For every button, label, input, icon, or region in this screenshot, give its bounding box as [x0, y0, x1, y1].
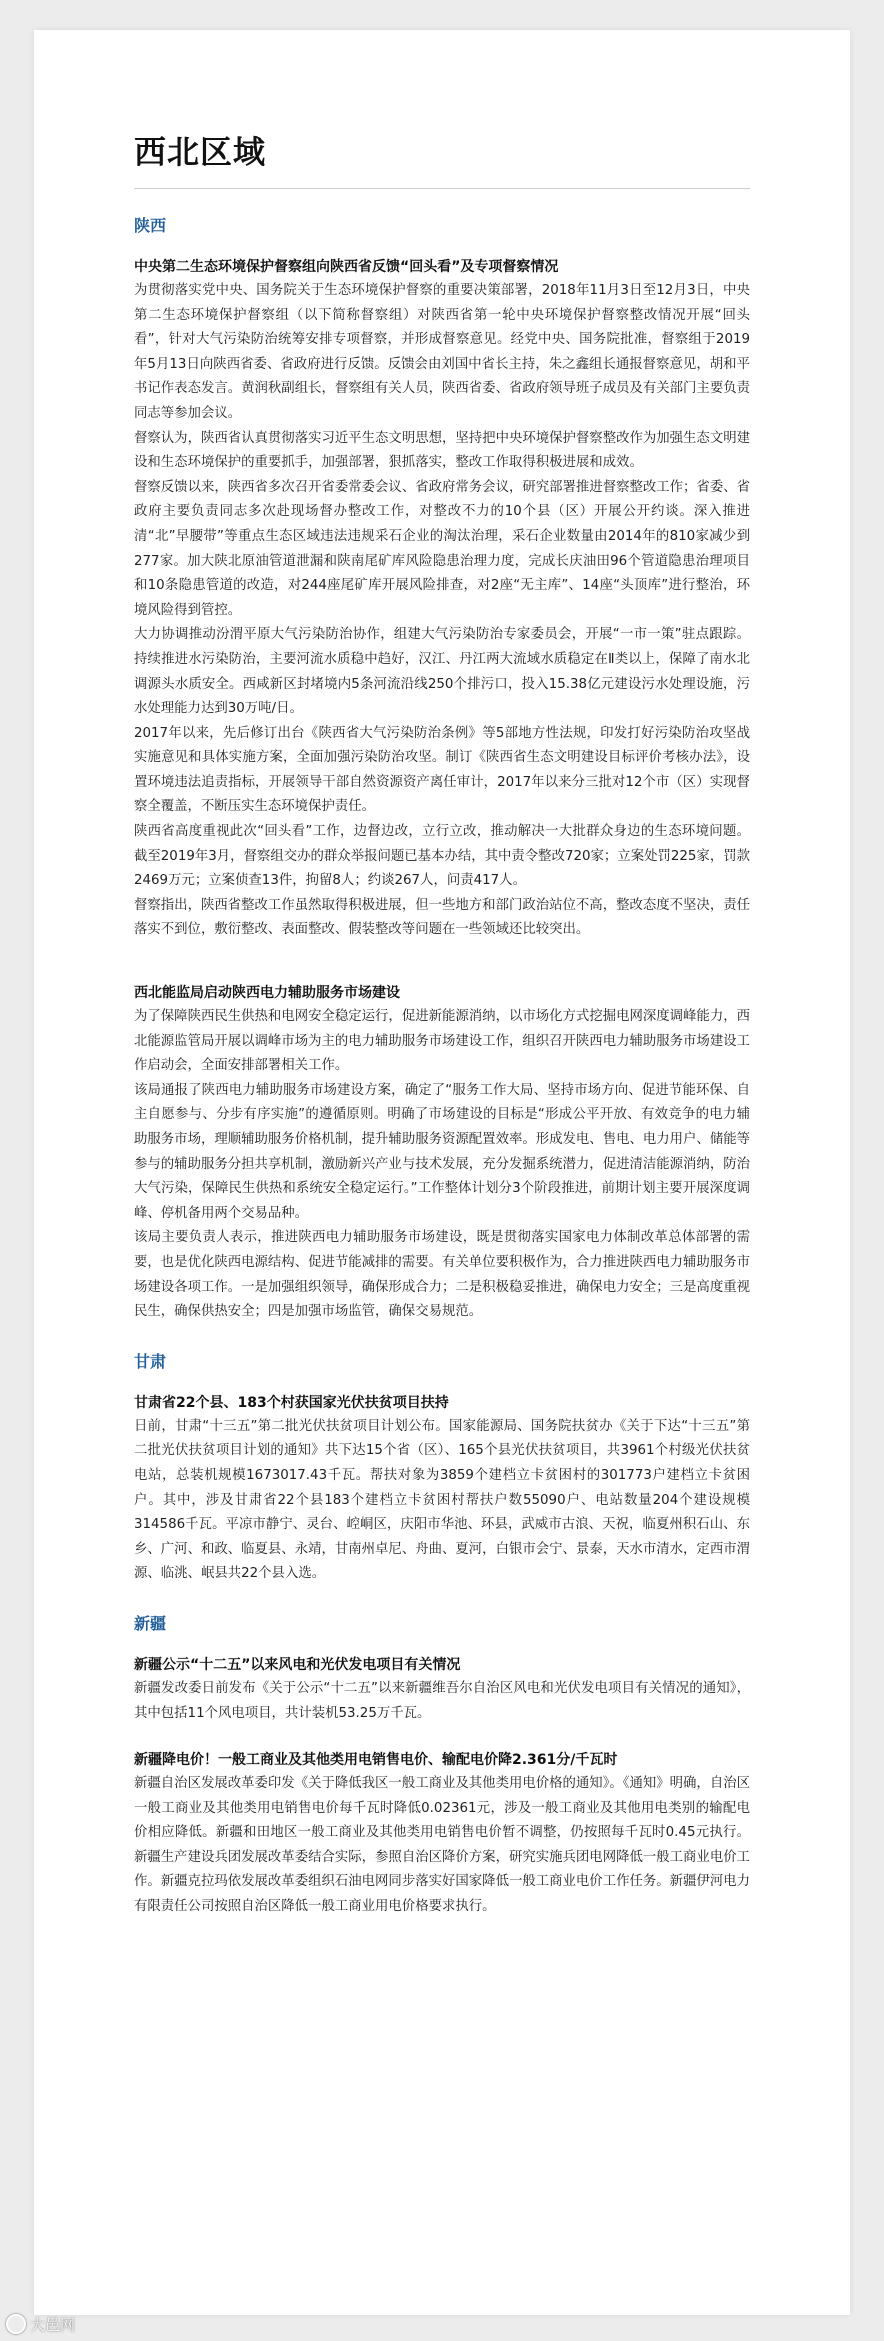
article-paragraph: 该局主要负责人表示，推进陕西电力辅助服务市场建设，既是贯彻落实国家电力体制改革总体部署的需要，也是优化陕西电源结构、促进节能减排的需要。有关单位要积极作为，合力推进陕西电力辅助服务市场建设各项工作。一是加强组织领导，确保形成合力；二是积极稳妥推进，确保电力安全；三是高度重视民生，确保供热安全；四是加强市场监管，确保交易规范。 — [134, 1230, 750, 1320]
article-title: 新疆降电价！一般工商业及其他类用电销售电价、输配电价降2.361分/千瓦时 — [134, 1752, 618, 1769]
article-paragraph: 新疆发改委日前发布《关于公示“十二五”以来新疆维吾尔自治区风电和光伏发电项目有关情况的通知》，其中包括11个风电项目，共计装机53.25万千瓦。 — [134, 1680, 750, 1721]
title-divider — [134, 188, 750, 189]
article-paragraph: 新疆自治区发展改革委印发《关于降低我区一般工商业及其他类用电价格的通知》。《通知》明确，自治区一般工商业及其他类用电销售电价每千瓦时降低0.02361元，涉及一般工商业及其他用电类别的输配电价相应降低。新疆和田地区一般工商业及其他类用电销售电价暂不调整，仍按照每千瓦时0.45元执行。新疆生产建设兵团发展改革委结合实际，参照自治区降价方案，研究实施兵团电网降低一般工商业电价工作。新疆克拉玛依发展改革委组织石油电网同步落实好国家降低一般工商业电价工作任务。新疆伊河电力有限责任公司按照自治区降低一般工商业用电价格要求执行。 — [134, 1776, 750, 1915]
article-paragraph: 督察认为，陕西省认真贯彻落实习近平生态文明思想，坚持把中央环境保护督察整改作为加强生态文明建设和生态环境保护的重要抓手，加强部署，狠抓落实，整改工作取得积极进展和成效。 — [134, 430, 750, 471]
region-heading-gansu: 甘肃 — [134, 1351, 167, 1371]
watermark-text: 大邑网 — [30, 2316, 76, 2334]
article-title: 西北能监局启动陕西电力辅助服务市场建设 — [134, 985, 400, 1002]
article-title: 甘肃省22个县、183个村获国家光伏扶贫项目扶持 — [134, 1394, 449, 1411]
article-paragraph: 大力协调推动汾渭平原大气污染防治协作，组建大气污染防治专家委员会，开展“一市一策”驻点跟踪。持续推进水污染防治，主要河流水质稳中趋好，汉江、丹江两大流域水质稳定在Ⅱ类以上，保障了南水北调源头水质安全。西咸新区封堵境内5条河流沿线250个排污口，投入15.38亿元建设污水处理设施，污水处理能力达到30万吨/日。 — [134, 627, 750, 717]
article-paragraph: 2017年以来，先后修订出台《陕西省大气污染防治条例》等5部地方性法规，印发打好污染防治攻坚战实施意见和具体实施方案，全面加强污染防治攻坚。制订《陕西省生态文明建设目标评价考核办法》，设置环境违法追责指标，开展领导干部自然资源资产离任审计，2017年以来分三批对12个市（区）实现督察全覆盖，不断压实生态环境保护责任。 — [134, 725, 750, 815]
article-card — [34, 30, 850, 2315]
article-paragraph: 为贯彻落实党中央、国务院关于生态环境保护督察的重要决策部署，2018年11月3日至12月3日，中央第二生态环境保护督察组（以下简称督察组）对陕西省第一轮中央环境保护督察整改情况开展“回头看”，针对大气污染防治统筹安排专项督察，并形成督察意见。经党中央、国务院批准，督察组于2019年5月13日向陕西省委、省政府进行反馈。反馈会由刘国中省长主持，朱之鑫组长通报督察意见，胡和平书记作表态发言。黄润秋副组长，督察组有关人员，陕西省委、省政府领导班子成员及有关部门主要负责同志等参加会议。 — [134, 283, 750, 421]
page-title: 西北区域 — [134, 133, 267, 171]
article-paragraph: 该局通报了陕西电力辅助服务市场建设方案，确定了“服务工作大局、坚持市场方向、促进节能环保、自主自愿参与、分步有序实施”的遵循原则。明确了市场建设的目标是“形成公平开放、有效竞争的电力辅助服务市场，理顺辅助服务价格机制，提升辅助服务资源配置效率。形成发电、售电、电力用户、储能等参与的辅助服务分担共享机制，激励新兴产业与技术发展，充分发掘系统潜力，促进清洁能源消纳，防治大气污染，保障民生供热和系统安全稳定运行。”工作整体计划分3个阶段推进，前期计划主要开展深度调峰、停机备用两个交易品种。 — [134, 1082, 750, 1221]
article-paragraph: 陕西省高度重视此次“回头看”工作，边督边改，立行立改，推动解决一大批群众身边的生态环境问题。截至2019年3月，督察组交办的群众举报问题已基本办结，其中责令整改720家；立案处罚225家，罚款2469万元；立案侦查13件，拘留8人；约谈267人，问责417人。 — [134, 824, 750, 889]
watermark-logo-icon — [6, 2314, 26, 2334]
region-heading-shaanxi: 陕西 — [134, 216, 167, 235]
article-title: 中央第二生态环境保护督察组向陕西省反馈“回头看”及专项督察情况 — [134, 259, 559, 275]
region-heading-xinjiang: 新疆 — [134, 1613, 167, 1633]
article-title: 新疆公示“十二五”以来风电和光伏发电项目有关情况 — [134, 1656, 461, 1673]
watermark — [6, 2314, 75, 2335]
article-paragraph: 为了保障陕西民生供热和电网安全稳定运行，促进新能源消纳，以市场化方式挖掘电网深度调峰能力，西北能源监管局开展以调峰市场为主的电力辅助服务市场建设工作，组织召开陕西电力辅助服务市场建设工作启动会，全面安排部署相关工作。 — [134, 1009, 750, 1074]
article-paragraph: 日前，甘肃“十三五”第二批光伏扶贫项目计划公布。国家能源局、国务院扶贫办《关于下达“十三五”第二批光伏扶贫项目计划的通知》共下达15个省（区）、165个县光伏扶贫项目，共3961个村级光伏扶贫电站，总装机规模1673017.43千瓦。帮扶对象为3859个建档立卡贫困村的301773户建档立卡贫困户。其中，涉及甘肃省22个县183个建档立卡贫困村帮扶户数55090户、电站数量204个建设规模314586千瓦。平凉市静宁、灵台、崆峒区，庆阳市华池、环县，武威市古浪、天祝，临夏州积石山、东乡、广河、和政、临夏县、永靖，甘南州卓尼、舟曲、夏河，白银市会宁、景泰，天水市清水，定西市渭源、临洮、岷县共22个县入选。 — [134, 1418, 750, 1582]
article-paragraph: 督察指出，陕西省整改工作虽然取得积极进展，但一些地方和部门政治站位不高，整改态度不坚决，责任落实不到位，敷衍整改、表面整改、假装整改等问题在一些领域还比较突出。 — [134, 897, 750, 938]
article-paragraph: 督察反馈以来，陕西省多次召开省委常委会议、省政府常务会议，研究部署推进督察整改工作；省委、省政府主要负责同志多次赴现场督办整改工作，对整改不力的10个县（区）开展公开约谈。深入推进清“北”早腰带”等重点生态区域违法违规采石企业的淘汰治理，采石企业数量由2014年的810家减少到277家。加大陕北原油管道泄漏和陕南尾矿库风险隐患治理力度，完成长庆油田96个管道隐患治理项目和10条隐患管道的改造，对244座尾矿库开展风险排查，对2座“无主库”、14座“头顶库”进行整治，环境风险得到管控。 — [134, 479, 750, 618]
